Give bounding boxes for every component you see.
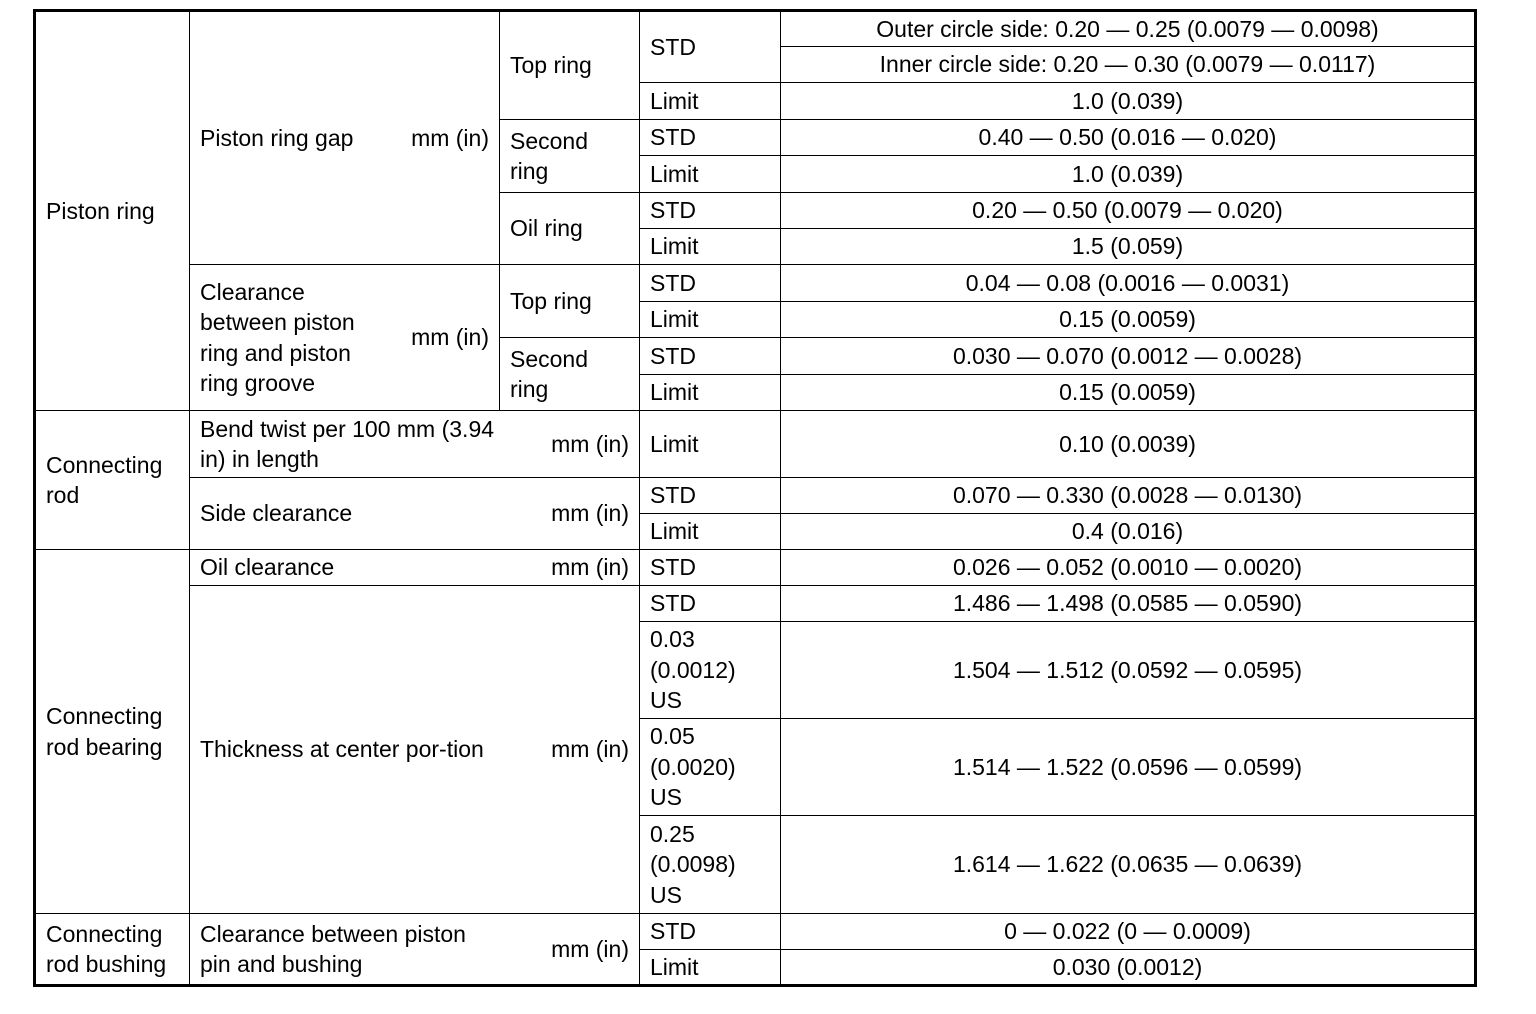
oil-clearance-std-value: 0.026 — 0.052 (0.0010 — 0.0020) <box>781 550 1476 586</box>
unit-label: mm (in) <box>551 430 629 457</box>
oil-clearance-label: Oil clearance <box>200 554 335 581</box>
groove-clearance-label: Clearance between piston ring and piston ring groove <box>200 278 355 396</box>
unit-label: mm (in) <box>411 324 489 351</box>
limit-label: Limit <box>640 950 781 986</box>
thickness-us1-value: 1.504 — 1.512 (0.0592 — 0.0595) <box>781 622 1476 719</box>
groove-top-ring-std-value: 0.04 — 0.08 (0.0016 — 0.0031) <box>781 265 1476 302</box>
gap-top-ring-inner-value: Inner circle side: 0.20 — 0.30 (0.0079 — 0.0117) <box>781 47 1476 83</box>
groove-top-ring-limit-value: 0.15 (0.0059) <box>781 302 1476 338</box>
std-label: STD <box>640 478 781 514</box>
bend-twist-limit-value: 0.10 (0.0039) <box>781 411 1476 478</box>
unit-label: mm (in) <box>551 500 629 527</box>
section-rod-bushing: Connecting rod bushing <box>35 914 190 986</box>
table-row <box>35 478 1476 514</box>
limit-label: Limit <box>640 83 781 120</box>
limit-label: Limit <box>640 411 781 478</box>
gap-top-ring-outer-value: Outer circle side: 0.20 — 0.25 (0.0079 — 0.0098) <box>781 11 1476 47</box>
side-clearance-label: Side clearance <box>200 500 353 527</box>
gap-oil-ring-std-value: 0.20 — 0.50 (0.0079 — 0.020) <box>781 193 1476 229</box>
std-label: STD <box>640 586 781 622</box>
bushing-clearance-cell <box>190 914 640 986</box>
side-clearance-std-value: 0.070 — 0.330 (0.0028 — 0.0130) <box>781 478 1476 514</box>
section-rod-bearing: Connecting rod bearing <box>35 550 190 914</box>
thickness-label: Thickness at center por-tion <box>200 736 484 763</box>
std-label: STD <box>640 193 781 229</box>
std-label: STD <box>640 914 781 950</box>
gap-top-ring-limit-value: 1.0 (0.039) <box>781 83 1476 120</box>
std-label: STD <box>640 338 781 375</box>
groove-second-ring-std-value: 0.030 — 0.070 (0.0012 — 0.0028) <box>781 338 1476 375</box>
piston-ring-gap-cell <box>190 11 500 265</box>
gap-second-ring-limit-value: 1.0 (0.039) <box>781 156 1476 193</box>
thickness-us2-value: 1.514 — 1.522 (0.0596 — 0.0599) <box>781 719 1476 816</box>
gap-oil-ring-label: Oil ring <box>500 193 640 265</box>
side-clearance-cell <box>190 478 640 550</box>
section-connecting-rod: Connecting rod <box>35 411 190 550</box>
undersize-label: 0.05 (0.0020) US <box>640 719 781 816</box>
side-clearance-limit-value: 0.4 (0.016) <box>781 514 1476 550</box>
std-label: STD <box>640 120 781 156</box>
bushing-limit-value: 0.030 (0.0012) <box>781 950 1476 986</box>
section-piston-ring: Piston ring <box>35 11 190 411</box>
gap-oil-ring-limit-value: 1.5 (0.059) <box>781 229 1476 265</box>
table-row <box>35 586 1476 622</box>
undersize-label: 0.03 (0.0012) US <box>640 622 781 719</box>
groove-clearance-cell <box>190 265 500 411</box>
gap-second-ring-label: Second ring <box>500 120 640 193</box>
std-label: STD <box>640 11 781 83</box>
bend-twist-label: Bend twist per 100 mm (3.94 in) in length <box>200 415 495 472</box>
groove-second-ring-limit-value: 0.15 (0.0059) <box>781 375 1476 411</box>
limit-label: Limit <box>640 229 781 265</box>
table-row <box>35 265 1476 302</box>
undersize-label: 0.25 (0.0098) US <box>640 816 781 914</box>
groove-second-ring-label: Second ring <box>500 338 640 411</box>
thickness-us3-value: 1.614 — 1.622 (0.0635 — 0.0639) <box>781 816 1476 914</box>
gap-second-ring-std-value: 0.40 — 0.50 (0.016 — 0.020) <box>781 120 1476 156</box>
spec-table <box>33 9 1477 987</box>
std-label: STD <box>640 550 781 586</box>
table-row <box>35 550 1476 586</box>
limit-label: Limit <box>640 375 781 411</box>
thickness-cell <box>190 586 640 914</box>
thickness-std-value: 1.486 — 1.498 (0.0585 — 0.0590) <box>781 586 1476 622</box>
piston-ring-gap-label: Piston ring gap <box>200 124 354 151</box>
std-label: STD <box>640 265 781 302</box>
bushing-std-value: 0 — 0.022 (0 — 0.0009) <box>781 914 1476 950</box>
limit-label: Limit <box>640 302 781 338</box>
table-row <box>35 914 1476 950</box>
table-row <box>35 11 1476 47</box>
groove-top-ring-label: Top ring <box>500 265 640 338</box>
bend-twist-cell <box>190 411 640 478</box>
unit-label: mm (in) <box>551 736 629 763</box>
limit-label: Limit <box>640 156 781 193</box>
bushing-clearance-label: Clearance between piston pin and bushing <box>200 920 466 977</box>
unit-label: mm (in) <box>411 124 489 151</box>
unit-label: mm (in) <box>551 554 629 581</box>
table-row <box>35 411 1476 478</box>
limit-label: Limit <box>640 514 781 550</box>
oil-clearance-cell <box>190 550 640 586</box>
unit-label: mm (in) <box>551 935 629 962</box>
gap-top-ring-label: Top ring <box>500 11 640 120</box>
